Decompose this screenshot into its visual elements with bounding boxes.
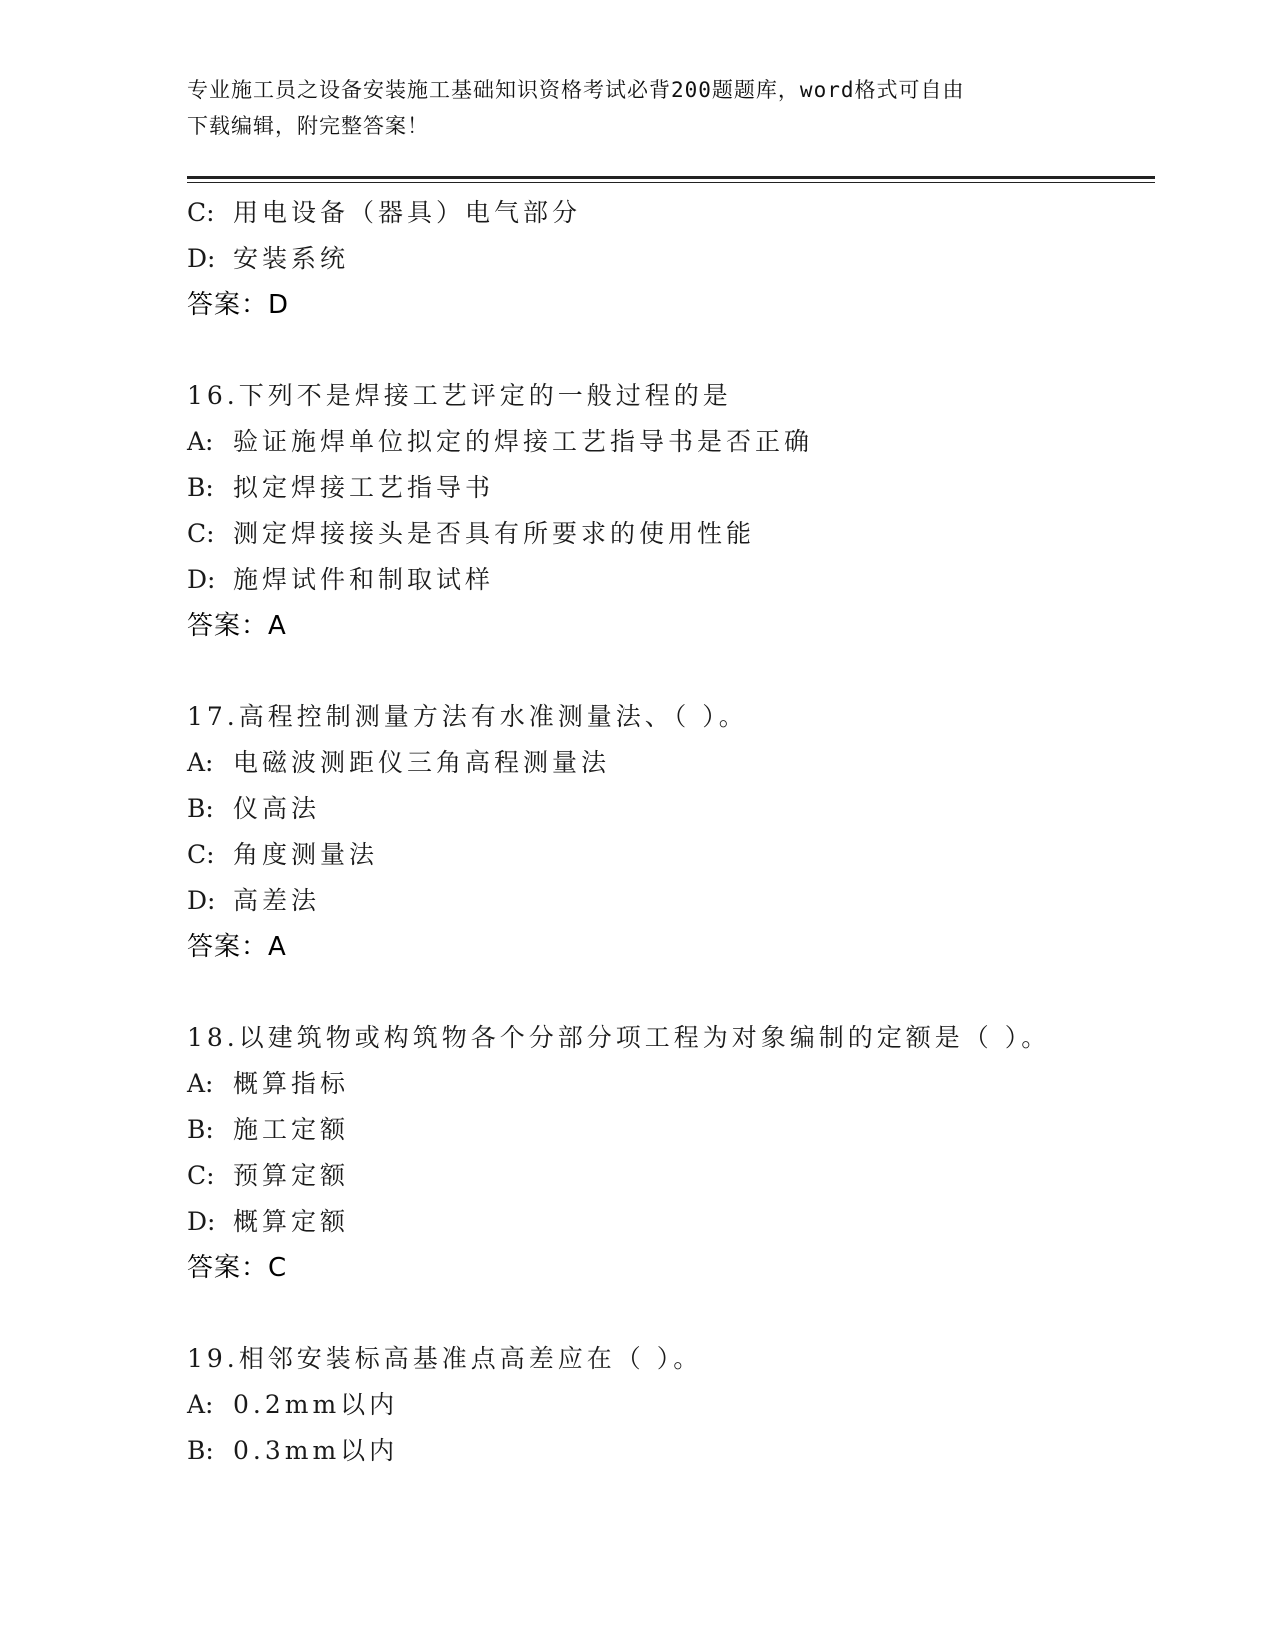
option-text: 仪高法 xyxy=(233,794,321,823)
option-b xyxy=(187,1428,1147,1474)
option-text: 高差法 xyxy=(233,886,321,915)
option-label: B: xyxy=(187,473,214,502)
option-text: 验证施焊单位拟定的焊接工艺指导书是否正确 xyxy=(233,427,814,456)
spacer xyxy=(187,328,1147,373)
option-label: C: xyxy=(187,1161,215,1190)
option-c xyxy=(187,511,1147,557)
option-d xyxy=(187,878,1147,924)
question-stem: 19.相邻安装标高基准点高差应在（ ）。 xyxy=(187,1344,703,1373)
option-text: 概算指标 xyxy=(233,1069,350,1098)
document-header xyxy=(187,72,1067,144)
option-d xyxy=(187,1199,1147,1245)
option-label: D: xyxy=(187,1207,216,1236)
option-text: 施工定额 xyxy=(233,1115,350,1144)
option-label: B: xyxy=(187,794,214,823)
option-text: 施焊试件和制取试样 xyxy=(233,565,495,594)
question-16 xyxy=(187,373,1147,649)
question-stem: 18.以建筑物或构筑物各个分部分项工程为对象编制的定额是（ ）。 xyxy=(187,1023,1051,1052)
option-text: 预算定额 xyxy=(233,1161,350,1190)
option-text: 安装系统 xyxy=(233,244,350,273)
option-text: 0.2mm以内 xyxy=(233,1390,399,1419)
option-label: B: xyxy=(187,1436,214,1465)
option-label: A: xyxy=(187,748,214,777)
question-list xyxy=(187,190,1147,1474)
option-label: C: xyxy=(187,198,215,227)
option-text: 拟定焊接工艺指导书 xyxy=(233,473,495,502)
option-label: A: xyxy=(187,1069,214,1098)
option-label: A: xyxy=(187,427,214,456)
option-text: 用电设备（器具）电气部分 xyxy=(233,198,582,227)
question-17 xyxy=(187,694,1147,970)
option-label: C: xyxy=(187,840,215,869)
question-19 xyxy=(187,1336,1147,1474)
option-label: D: xyxy=(187,886,216,915)
option-label: A: xyxy=(187,1390,214,1419)
option-b xyxy=(187,786,1147,832)
answer-line: 答案：C xyxy=(187,1253,288,1283)
header-title-line-2: 下载编辑，附完整答案！ xyxy=(187,114,429,138)
answer-line: 答案：D xyxy=(187,290,290,320)
option-b xyxy=(187,1107,1147,1153)
option-d xyxy=(187,557,1147,603)
option-c xyxy=(187,190,1147,236)
option-text: 角度测量法 xyxy=(233,840,379,869)
option-b xyxy=(187,465,1147,511)
option-c xyxy=(187,1153,1147,1199)
option-a xyxy=(187,419,1147,465)
header-divider-thin xyxy=(187,182,1155,183)
question-partial xyxy=(187,190,1147,328)
answer-line: 答案：A xyxy=(187,932,287,962)
option-a xyxy=(187,740,1147,786)
option-c xyxy=(187,832,1147,878)
option-d xyxy=(187,236,1147,282)
header-divider-thick xyxy=(187,176,1155,179)
option-a xyxy=(187,1061,1147,1107)
option-label: D: xyxy=(187,244,216,273)
option-text: 0.3mm以内 xyxy=(233,1436,399,1465)
option-text: 概算定额 xyxy=(233,1207,350,1236)
spacer xyxy=(187,1291,1147,1336)
spacer xyxy=(187,970,1147,1015)
spacer xyxy=(187,649,1147,694)
question-stem: 16.下列不是焊接工艺评定的一般过程的是 xyxy=(187,381,732,410)
option-text: 测定焊接接头是否具有所要求的使用性能 xyxy=(233,519,756,548)
option-label: B: xyxy=(187,1115,214,1144)
answer-line: 答案：A xyxy=(187,611,287,641)
option-label: C: xyxy=(187,519,215,548)
option-label: D: xyxy=(187,565,216,594)
option-a xyxy=(187,1382,1147,1428)
header-title-line-1: 专业施工员之设备安装施工基础知识资格考试必背200题题库，word格式可自由 xyxy=(187,78,965,102)
question-18 xyxy=(187,1015,1147,1291)
option-text: 电磁波测距仪三角高程测量法 xyxy=(233,748,611,777)
question-stem: 17.高程控制测量方法有水准测量法、（ ）。 xyxy=(187,702,748,731)
